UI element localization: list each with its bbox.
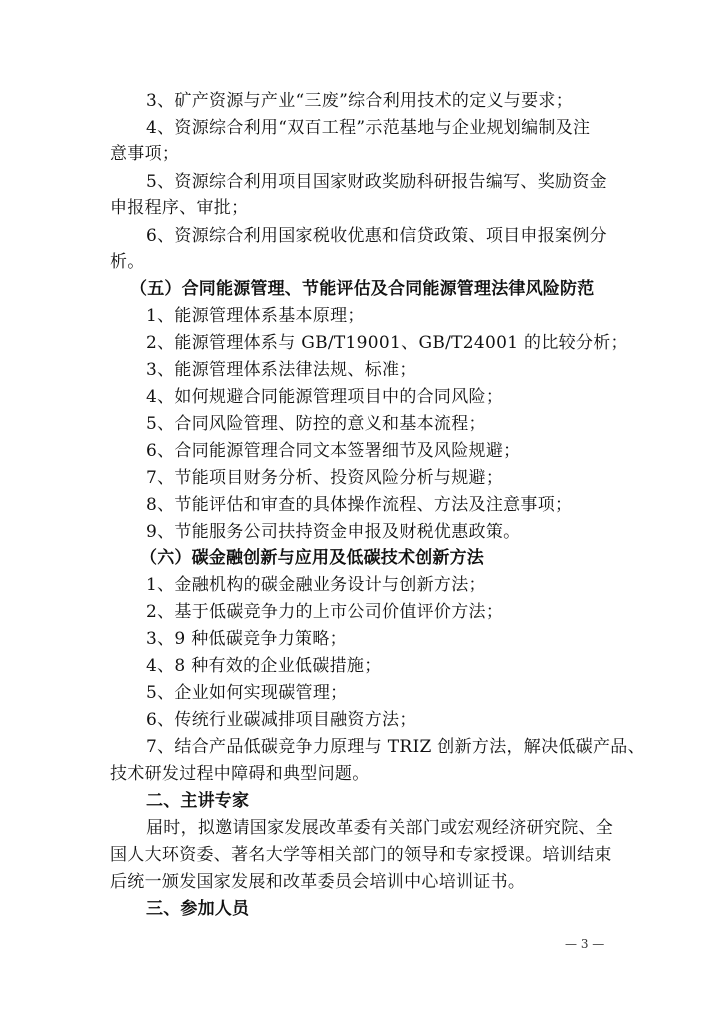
list-item: 3、能源管理体系法律法规、标准； bbox=[146, 360, 417, 380]
paragraph-line: 届时，拟邀请国家发展改革委有关部门或宏观经济研究院、全 bbox=[146, 818, 614, 838]
section-heading: 三、参加人员 bbox=[146, 899, 250, 919]
list-item: 5、合同风险管理、防控的意义和基本流程； bbox=[146, 414, 486, 434]
list-item: 7、结合产品低碳竞争力原理与 TRIZ 创新方法，解决低碳产品、 bbox=[146, 737, 645, 757]
list-item: 2、基于低碳竞争力的上市公司价值评价方法； bbox=[146, 602, 504, 622]
list-item: 2、能源管理体系与 GB/T19001、GB/T24001 的比较分析； bbox=[146, 333, 628, 353]
list-item: 4、资源综合利用“双百工程”示范基地与企业规划编制及注 bbox=[146, 118, 591, 138]
list-item-continuation: 析。 bbox=[110, 252, 145, 272]
list-item: 7、节能项目财务分析、投资风险分析与规避； bbox=[146, 468, 504, 488]
paragraph-line: 后统一颁发国家发展和改革委员会培训中心培训证书。 bbox=[110, 872, 526, 892]
list-item: 3、9 种低碳竞争力策略； bbox=[146, 629, 347, 649]
list-item: 4、如何规避合同能源管理项目中的合同风险； bbox=[146, 387, 504, 407]
list-item: 5、资源综合利用项目国家财政奖励科研报告编写、奖励资金 bbox=[146, 172, 607, 192]
list-item: 9、节能服务公司扶持资金申报及财税优惠政策。 bbox=[146, 522, 521, 542]
list-item: 5、企业如何实现碳管理； bbox=[146, 683, 348, 703]
list-item-continuation: 技术研发过程中障碍和典型问题。 bbox=[110, 764, 370, 784]
list-item-continuation: 意事项； bbox=[110, 144, 180, 164]
list-item: 8、节能评估和审查的具体操作流程、方法及注意事项； bbox=[146, 495, 573, 515]
section-heading: 二、主讲专家 bbox=[146, 791, 250, 811]
list-item: 6、资源综合利用国家税收优惠和信贷政策、项目申报案例分 bbox=[146, 226, 607, 246]
section-heading: （六）碳金融创新与应用及低碳技术创新方法 bbox=[140, 548, 484, 568]
list-item: 6、合同能源管理合同文本签署细节及风险规避； bbox=[146, 441, 521, 461]
list-item: 3、矿产资源与产业“三废”综合利用技术的定义与要求； bbox=[146, 91, 573, 111]
list-item: 1、能源管理体系基本原理； bbox=[146, 306, 365, 326]
paragraph-line: 国人大环资委、著名大学等相关部门的领导和专家授课。培训结束 bbox=[110, 845, 612, 865]
list-item: 6、传统行业碳减排项目融资方法； bbox=[146, 710, 417, 730]
list-item: 4、8 种有效的企业低碳措施； bbox=[146, 656, 382, 676]
list-item: 1、金融机构的碳金融业务设计与创新方法； bbox=[146, 575, 486, 595]
section-heading: （五）合同能源管理、节能评估及合同能源管理法律风险防范 bbox=[130, 279, 595, 299]
page-number: — 3 — bbox=[565, 937, 605, 951]
list-item-continuation: 申报程序、审批； bbox=[110, 198, 249, 218]
